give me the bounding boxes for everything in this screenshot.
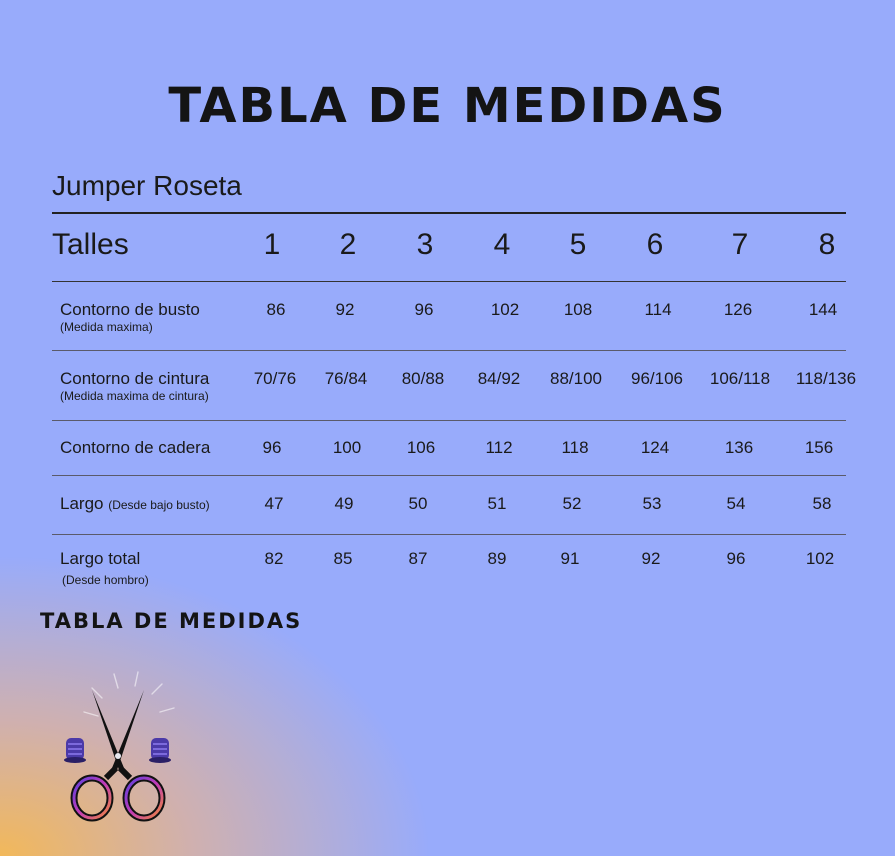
table-cell: 70/76: [253, 369, 297, 388]
divider: [52, 281, 846, 282]
row-sublabel: (Medida maxima): [60, 320, 153, 334]
table-cell: 53: [642, 494, 662, 513]
row-label: Contorno de cintura: [60, 369, 210, 388]
divider: [52, 350, 846, 351]
table-cell: 84/92: [477, 369, 521, 388]
scissors-stamp-logo: [40, 609, 303, 838]
scissors-icon: [74, 690, 162, 818]
table-cell: 126: [723, 300, 753, 319]
table-cell: 47: [264, 494, 284, 513]
table-cell: 100: [332, 438, 362, 457]
size-6: 6: [646, 228, 664, 261]
page-title: TABLA DE MEDIDAS: [168, 78, 727, 134]
table-cell: 108: [563, 300, 593, 319]
divider: [52, 475, 846, 476]
table-cell: 76/84: [324, 369, 368, 388]
row-sublabel: (Medida maxima de cintura): [60, 389, 209, 403]
table-cell: 86: [266, 300, 286, 319]
size-7: 7: [731, 228, 749, 261]
table-cell: 106: [406, 438, 436, 457]
table-cell: 102: [490, 300, 520, 319]
row-label: Largo total: [60, 549, 141, 568]
table-cell: 51: [487, 494, 507, 513]
table-cell: 85: [333, 549, 353, 568]
table-cell: 92: [641, 549, 661, 568]
table-cell: 58: [812, 494, 832, 513]
table-cell: 50: [408, 494, 428, 513]
row-label-text: Largo: [60, 494, 104, 513]
table-cell: 54: [726, 494, 746, 513]
table-cell: 118: [561, 438, 589, 457]
table-cell: 156: [804, 438, 834, 457]
table-cell: 87: [408, 549, 428, 568]
divider: [52, 534, 846, 535]
table-cell: 96: [414, 300, 434, 319]
table-cell: 96: [726, 549, 746, 568]
divider: [52, 420, 846, 421]
size-4: 4: [493, 228, 511, 261]
size-5: 5: [569, 228, 587, 261]
size-2: 2: [339, 228, 357, 261]
table-cell: 144: [808, 300, 838, 319]
row-note: (Desde bajo busto): [108, 498, 210, 512]
row-sublabel: (Desde hombro): [62, 573, 149, 587]
thimble-icon-left: [64, 738, 86, 763]
table-cell: 96: [262, 438, 282, 457]
table-cell: 92: [335, 300, 355, 319]
size-3: 3: [416, 228, 434, 261]
table-cell: 88/100: [550, 369, 602, 388]
sizes-label: Talles: [52, 228, 129, 261]
table-cell: 49: [334, 494, 354, 513]
table-cell: 96/106: [631, 369, 683, 388]
table-cell: 124: [640, 438, 670, 457]
table-cell: 82: [264, 549, 284, 568]
table-cell: 89: [487, 549, 507, 568]
size-8: 8: [818, 228, 836, 261]
divider: [52, 212, 846, 214]
table-cell: 52: [562, 494, 582, 513]
table-cell: 80/88: [401, 369, 445, 388]
table-cell: 118/136: [795, 369, 857, 388]
product-name: Jumper Roseta: [52, 170, 242, 201]
stamp-text: TABLA DE MEDIDAS: [40, 609, 303, 633]
table-cell: 102: [805, 549, 835, 568]
table-cell: 136: [724, 438, 754, 457]
table-cell: 114: [644, 300, 672, 319]
size-1: 1: [263, 228, 281, 261]
table-cell: 112: [485, 438, 513, 457]
row-label: [60, 494, 210, 514]
table-cell: 106/118: [709, 369, 771, 388]
table-cell: 91: [560, 549, 580, 568]
sparkle-rays: [84, 672, 174, 716]
row-label: Contorno de busto: [60, 300, 200, 319]
row-label: Contorno de cadera: [60, 438, 211, 457]
thimble-icon-right: [149, 738, 171, 763]
